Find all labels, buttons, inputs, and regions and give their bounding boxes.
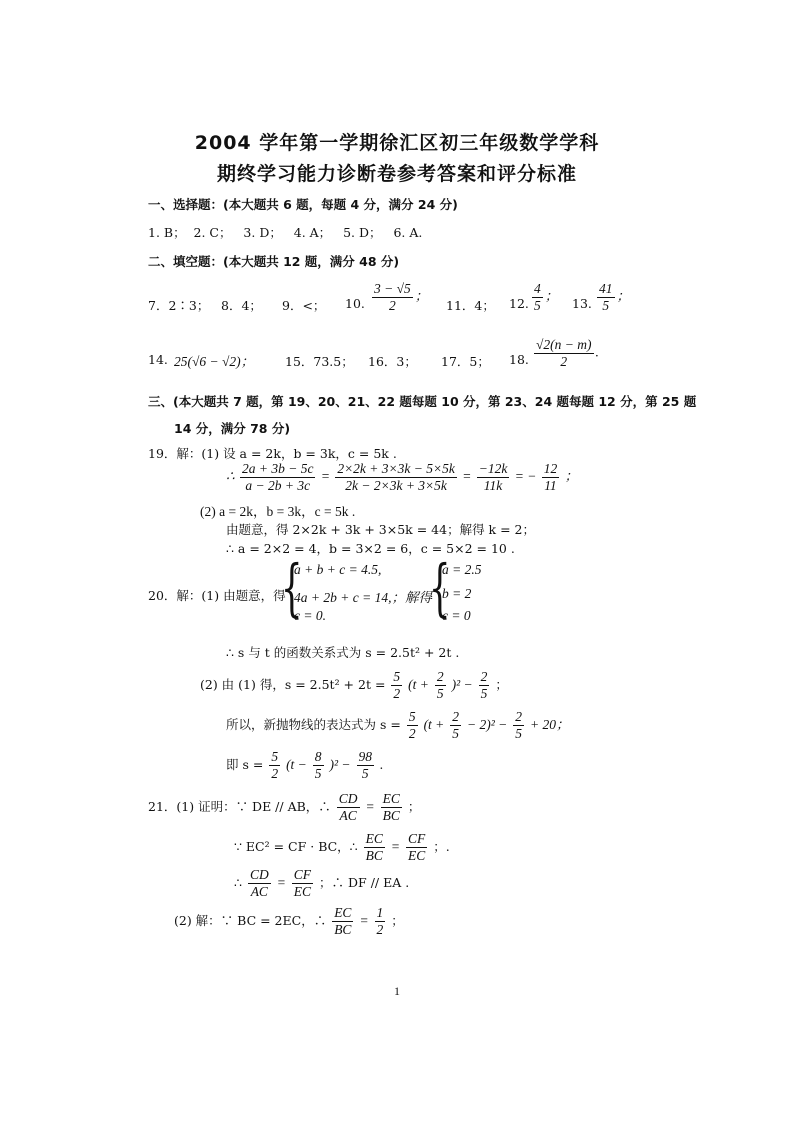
frac-den: 5 — [480, 686, 488, 701]
equals-sign: = — [320, 468, 330, 484]
answer-12-denominator: 5 — [534, 298, 541, 313]
answer-13-label: 13. — [572, 296, 592, 311]
answer-11: 11．4； — [446, 298, 495, 313]
frac-den: 5 — [314, 766, 322, 781]
expr-part: (t + — [423, 717, 445, 732]
frac-num: 98 — [358, 749, 373, 764]
q21-l4-prefix: (2) 解：∵ BC = 2EC，∴ — [174, 913, 327, 928]
frac-num: 8 — [314, 749, 322, 764]
expr-end: + 20； — [530, 717, 570, 732]
q20-solution-b: b = 2 — [442, 586, 472, 601]
section-3-heading-cont: 14 分，满分 78 分) — [174, 421, 291, 436]
answer-8: 8．4； — [221, 298, 262, 313]
frac-num: 5 — [271, 749, 279, 764]
therefore-symbol: ∴ — [226, 468, 235, 484]
answer-18-fraction: $\frac{√2(n - m)}{2}$ . — [536, 337, 599, 369]
answer-17: 17．5； — [441, 354, 490, 369]
answer-18-numerator: √2(n − m) — [536, 337, 592, 352]
expr-part: )² − — [451, 677, 473, 692]
frac-den: 2 — [393, 686, 401, 701]
frac-den: BC — [382, 808, 400, 823]
frac-den: 2 — [376, 922, 384, 937]
q21-l2-prefix: ∵ EC² = CF · BC，∴ — [234, 839, 358, 854]
section-2-heading: 二、填空题：(本大题共 12 题，满分 48 分) — [148, 254, 400, 269]
q21-line-2: ∵ EC² = CF · BC，∴ $\frac{EC}{BC}$ = $\frac{CF}{EC}$ ；. — [234, 831, 450, 863]
q19-frac3-num: −12k — [478, 461, 508, 476]
frac-num: 2 — [436, 669, 444, 684]
answer-13-denominator: 5 — [602, 298, 610, 313]
expr-part: − 2)² − — [467, 717, 508, 732]
frac-num: 5 — [408, 709, 416, 724]
frac-num: 2 — [480, 669, 488, 684]
q19-line-5: ∴ a = 2×2 = 4，b = 3×2 = 6，c = 5×2 = 10 . — [226, 541, 515, 556]
semicolon: ； — [407, 799, 421, 814]
semicolon: ； — [391, 913, 404, 928]
frac-den: 5 — [452, 726, 460, 741]
frac-num: CD — [338, 791, 358, 806]
frac-den: EC — [293, 884, 312, 899]
q19-frac2-den: 2k − 2×3k + 3×5k — [345, 478, 447, 493]
answer-10-label: 10. — [345, 296, 365, 311]
q20-final — [226, 750, 383, 781]
frac-den: AC — [339, 808, 357, 823]
answer-9: 9．<； — [282, 298, 326, 313]
frac-den: 2 — [408, 726, 416, 741]
q19-line-3: (2) a = 2k，b = 3k，c = 5k . — [200, 504, 356, 519]
frac-den: 5 — [436, 686, 444, 701]
frac-num: CF — [407, 831, 426, 846]
left-brace-icon: { — [280, 551, 303, 624]
q21-line-3: ∴ $\frac{CD}{AC}$ = $\frac{CF}{EC}$ ；∴ DF // EA . — [234, 867, 410, 899]
expr-end: ； — [495, 677, 508, 692]
answer-13-fraction: $\frac{41}{5}$ ； — [599, 281, 630, 313]
answer-12-fraction: $\frac{4}{5}$ ； — [534, 281, 559, 313]
therefore-symbol: ∴ — [234, 875, 242, 890]
q19-line-1: 19．解：(1) 设 a = 2k，b = 3k，c = 5k . — [148, 446, 397, 461]
q19-frac1-num: 2a + 3b − 5c — [241, 461, 314, 476]
answer-18-label: 18. — [509, 352, 529, 367]
frac-num: 5 — [393, 669, 401, 684]
answer-10-denominator: 2 — [389, 298, 396, 313]
frac-den: EC — [407, 848, 426, 863]
q20-new-prefix: 所以，新抛物线的表达式为 s = — [226, 717, 401, 732]
q20-system-eq2: 4a + 2b + c = 14,；解得 — [294, 590, 432, 605]
q21-l1-prefix: 21．(1) 证明：∵ DE // AB，∴ — [148, 799, 331, 814]
frac-den: BC — [365, 848, 383, 863]
q20-part2-prefix: (2) 由 (1) 得，s = 2.5t² + 2t = — [200, 677, 386, 692]
semicolon: ； — [564, 468, 579, 484]
q21-line-1: 21．(1) 证明：∵ DE // AB，∴ $\frac{CD}{AC}$ = $\frac{EC}{BC}$ ； — [148, 791, 421, 823]
q19-fraction-chain — [226, 462, 578, 493]
answer-7: 7．2∶3； — [148, 298, 210, 313]
expr-end: ；. — [433, 839, 450, 854]
left-brace-icon: { — [428, 551, 451, 624]
section-3-heading: 三、(本大题共 7 题，第 19、20、21、22 题每题 10 分，第 23、24 题每题 12 分，第 25 题 — [148, 394, 697, 409]
equals-sign: = — [462, 468, 472, 484]
expr-end: . — [380, 757, 384, 772]
answer-14: 25(√6 − √2)； — [174, 354, 255, 369]
frac-num: CD — [249, 867, 269, 882]
section-1-answers: 1. B； 2. C； 3. D； 4. A； 5. D； 6. A. — [148, 225, 423, 240]
frac-num: 2 — [515, 709, 523, 724]
q20-solution-a: a = 2.5 — [442, 562, 482, 577]
q20-solution-c: c = 0 — [442, 608, 471, 623]
expr-end: ；∴ DF // EA . — [319, 875, 410, 890]
expr-part: )² − — [329, 757, 351, 772]
frac-num: EC — [382, 791, 400, 806]
frac-den: BC — [334, 922, 352, 937]
equals-negative: = − — [514, 468, 537, 484]
q19-frac1-den: a − 2b + 3c — [245, 478, 311, 493]
q21-line-4: (2) 解：∵ BC = 2EC，∴ $\frac{EC}{BC}$ = $\frac{1}{2}$ ； — [174, 905, 404, 937]
frac-num: EC — [334, 905, 352, 920]
answer-13-numerator: 41 — [599, 281, 613, 296]
answer-14-label: 14. — [148, 352, 168, 367]
expr-part: (t + — [408, 677, 429, 692]
document-title-line1: 2004 学年第一学期徐汇区初三年级数学学科 — [194, 132, 600, 154]
answer-10-fraction: $\frac{3 - √5}{2}$ ； — [374, 281, 429, 313]
page-number: 1 — [394, 984, 400, 998]
frac-num: EC — [365, 831, 383, 846]
q20-system-eq1: a + b + c = 4.5, — [294, 562, 382, 577]
frac-den: 5 — [361, 766, 369, 781]
answer-18-denominator: 2 — [560, 354, 568, 369]
section-1-heading: 一、选择题：(本大题共 6 题，每题 4 分，满分 24 分) — [148, 197, 458, 212]
q20-relation: ∴ s 与 t 的函数关系式为 s = 2.5t² + 2t . — [226, 645, 460, 660]
q20-new-parabola — [226, 710, 570, 741]
q20-part2-line — [200, 670, 508, 701]
q19-frac4-den: 11 — [544, 478, 557, 493]
q20-label: 20．解：(1) 由题意，得 — [148, 588, 286, 603]
q20-final-prefix: 即 s = — [226, 757, 264, 772]
expr-part: (t − — [286, 757, 307, 772]
answer-12-label: 12. — [509, 296, 529, 311]
frac-num: 1 — [376, 905, 384, 920]
q19-frac2-num: 2×2k + 3×3k − 5×5k — [337, 461, 455, 476]
frac-den: AC — [250, 884, 268, 899]
answer-15: 15．73.5； — [285, 354, 354, 369]
q19-line-4: 由题意，得 2×2k + 3k + 3×5k = 44；解得 k = 2； — [226, 522, 535, 537]
q19-frac4-num: 12 — [543, 461, 558, 476]
answer-16: 16．3； — [368, 354, 417, 369]
answer-12-numerator: 4 — [534, 281, 541, 296]
q20-system-eq3: c = 0. — [294, 608, 326, 623]
frac-den: 5 — [515, 726, 523, 741]
frac-den: 2 — [271, 766, 279, 781]
q19-frac3-den: 11k — [483, 478, 503, 493]
document-title-line2: 期终学习能力诊断卷参考答案和评分标准 — [216, 163, 577, 185]
frac-num: CF — [293, 867, 312, 882]
frac-num: 2 — [452, 709, 460, 724]
answer-10-numerator: 3 − √5 — [374, 281, 411, 296]
